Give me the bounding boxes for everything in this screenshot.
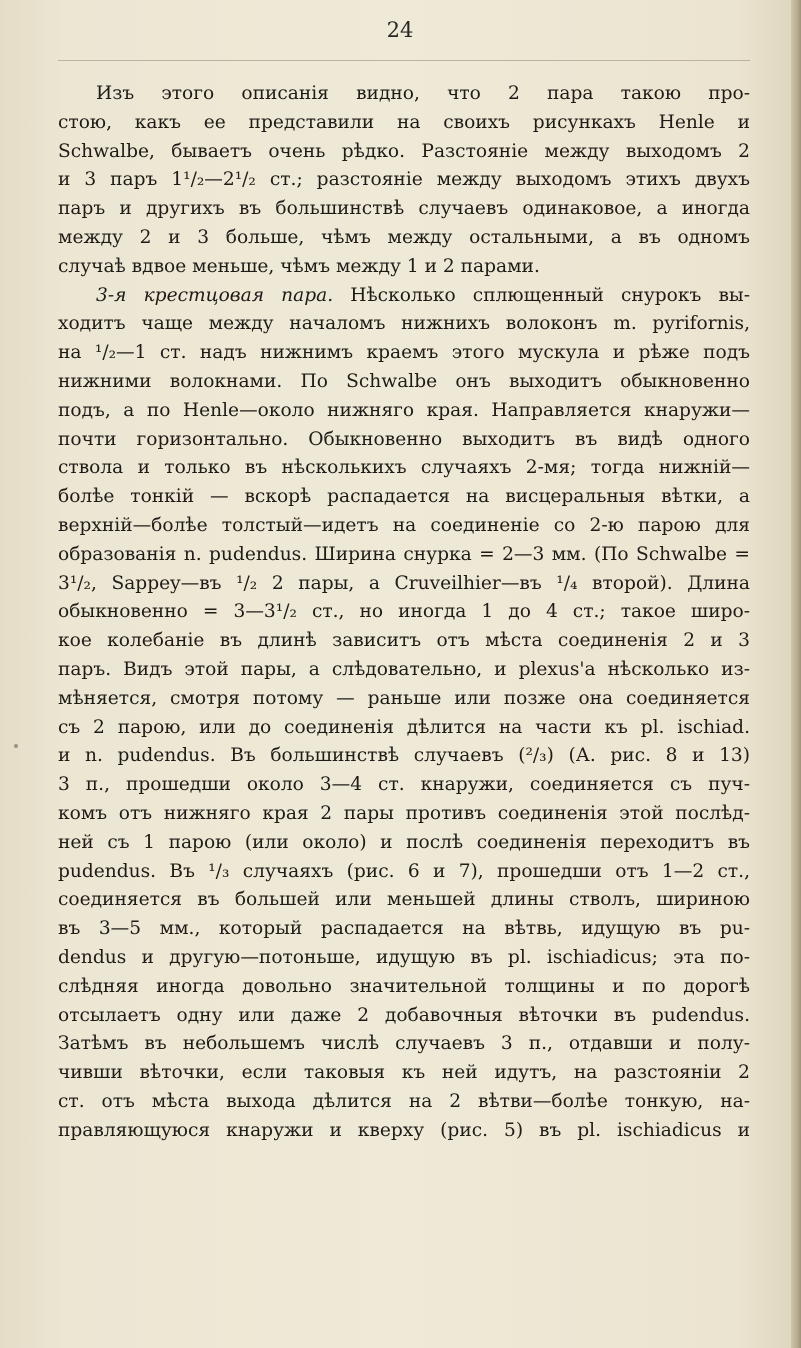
text-line: и n. pudendus. Въ большинствѣ случаевъ (²/₃) (А. рис. 8 и 13) [58, 745, 750, 767]
text-line: болѣе тонкій — вскорѣ распадается на висцеральныя вѣтки, а [58, 486, 750, 508]
text-line: образованія n. pudendus. Ширина снурка = 2—3 мм. (По Schwalbe = [58, 543, 750, 565]
text-line: ствола и только въ нѣсколькихъ случаяхъ 2-мя; тогда нижній— [58, 457, 750, 479]
text-line: Schwalbe, бываетъ очень рѣдко. Разстояніе между выходомъ 2 [58, 140, 750, 162]
text-line: подъ, а по Henle—около нижняго края. Направляется кнаружи— [58, 399, 750, 421]
header-divider [58, 60, 750, 61]
page-edge-shadow [791, 0, 801, 1348]
text-line: съ 2 парою, или до соединенія дѣлится на части къ pl. ischiad. [58, 716, 750, 738]
text-line: соединяется въ большей или меньшей длины стволъ, шириною [58, 889, 750, 911]
text-line: стою, какъ ее представили на своихъ рисункахъ Henle и [58, 111, 750, 133]
text-line: обыкновенно = 3—3¹/₂ ст., но иногда 1 до 4 ст.; такое широ- [58, 601, 750, 623]
body-text [58, 80, 750, 1145]
text-line: ней съ 1 парою (или около) и послѣ соединенія переходитъ въ [58, 831, 750, 853]
text-line: и 3 паръ 1¹/₂—2¹/₂ ст.; разстояніе между выходомъ этихъ двухъ [58, 169, 750, 191]
text-line: мѣняется, смотря потому — раньше или позже она соединяется [58, 687, 750, 709]
text-line: кое колебаніе въ длинѣ зависитъ отъ мѣста соединенія 2 и 3 [58, 630, 750, 652]
text-line: ходитъ чаще между началомъ нижнихъ волоконъ m. pyrifornis, [58, 313, 750, 335]
text-line: комъ отъ нижняго края 2 пары противъ соединенія этой послѣд- [58, 802, 750, 824]
text-line: Затѣмъ въ небольшемъ числѣ случаевъ 3 п., отдавши и полу- [58, 1033, 750, 1055]
text-line: верхній—болѣе толстый—идетъ на соединеніе со 2-ю парою для [58, 514, 750, 536]
text-line: отсылаетъ одну или даже 2 добавочныя вѣточки въ pudendus. [58, 1004, 750, 1026]
text-line: случаѣ вдвое меньше, чѣмъ между 1 и 2 парами. [58, 255, 540, 277]
text-line: ст. отъ мѣста выхода дѣлится на 2 вѣтви—болѣе тонкую, на- [58, 1090, 750, 1112]
text-line: на ¹/₂—1 ст. надъ нижнимъ краемъ этого мускула и рѣже подъ [58, 342, 750, 364]
text-line: 3 п., прошедши около 3—4 ст. кнаружи, соединяется съ пуч- [58, 774, 750, 796]
margin-speck [14, 744, 18, 748]
text-line: паръ и другихъ въ большинствѣ случаевъ одинаковое, а иногда [58, 198, 750, 220]
section-heading-line: 3-я крестцовая пара. Нѣсколько сплющенный снурокъ вы- [96, 284, 750, 306]
text-line: чивши вѣточки, если таковыя къ ней идутъ, на разстояніи 2 [58, 1062, 750, 1084]
text-line: Изъ этого описанія видно, что 2 пара такою про- [96, 83, 750, 104]
text-line: 3¹/₂, Sappey—въ ¹/₂ 2 пары, а Cruveilhier—въ ¹/₄ второй). Длина [58, 572, 750, 594]
section-heading-italic: 3-я крестцовая пара. [96, 284, 334, 306]
text-line: dendus и другую—потоньше, идущую въ pl. ischiadicus; эта по- [58, 946, 750, 968]
text-line: правляющуюся кнаружи и кверху (рис. 5) въ pl. ischiadicus и [58, 1119, 750, 1141]
page-number: 24 [386, 18, 414, 42]
text-line: паръ. Видъ этой пары, а слѣдовательно, и plexus'а нѣсколько из- [58, 658, 750, 680]
text-line: между 2 и 3 больше, чѣмъ между остальными, а въ одномъ [58, 226, 750, 248]
text-line: нижними волокнами. По Schwalbe онъ выходитъ обыкновенно [58, 370, 750, 392]
text-line: въ 3—5 мм., который распадается на вѣтвь, идущую въ pu- [58, 918, 750, 940]
text-line: слѣдняя иногда довольно значительной толщины и по дорогѣ [58, 975, 750, 997]
text-line: pudendus. Въ ¹/₃ случаяхъ (рис. 6 и 7), прошедши отъ 1—2 ст., [58, 860, 750, 882]
text-line: почти горизонтально. Обыкновенно выходитъ въ видѣ одного [58, 428, 750, 450]
